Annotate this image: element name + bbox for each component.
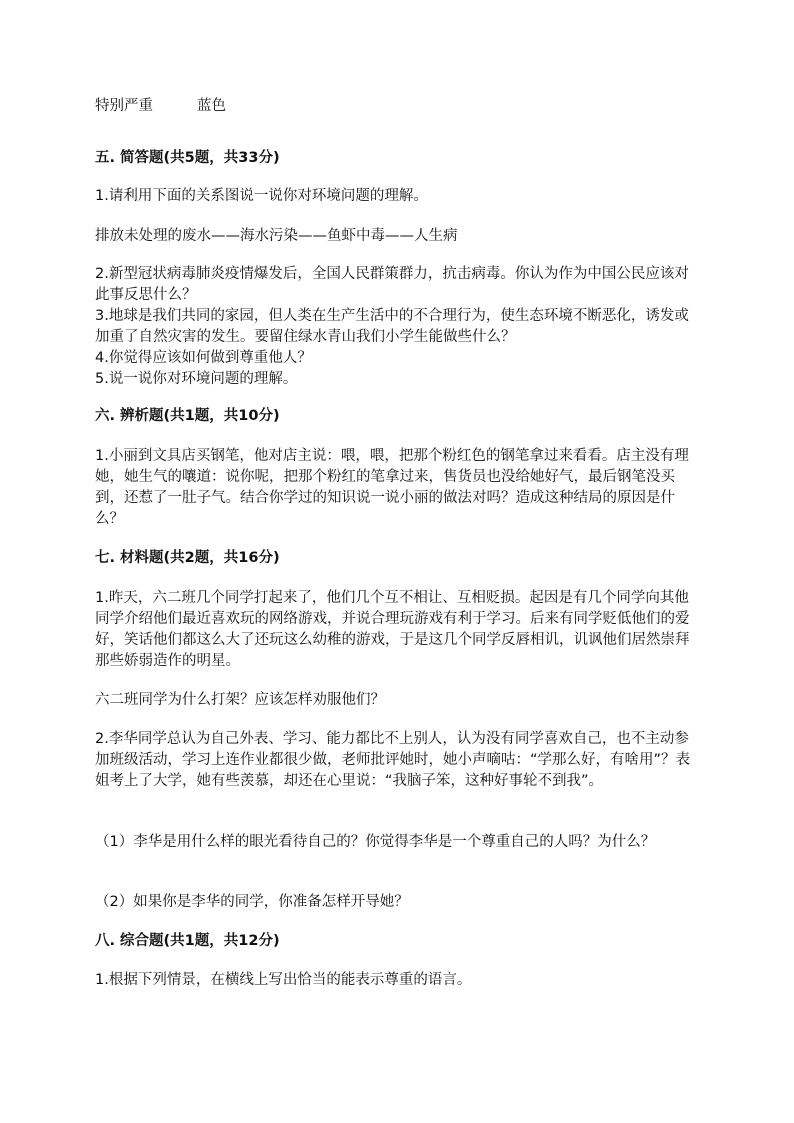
question-8-1: 1.根据下列情景，在横线上写出恰当的能表示尊重的语言。 xyxy=(95,972,472,988)
question-5-4: 4.你觉得应该如何做到尊重他人？ xyxy=(95,350,312,366)
question-7-1: 1.昨天，六二班几个同学打起来了，他们几个互不相让、互相贬损。起因是有几个同学向其他同学介绍他们最近喜欢玩的网络游戏，并说合理玩游戏有利于学习。后来有同学贬低他们的爱好，笑话他们都这么大了还玩这么幼稚的游戏，于是这几个同学反唇相讥，讥讽他们居然崇拜那些娇弱造作的明星。 xyxy=(95,590,690,669)
question-5-3: 3.地球是我们共同的家园，但人类在生产生活中的不合理行为，使生态环境不断恶化，诱发或加重了自然灾害的发生。要留住绿水青山我们小学生能做些什么？ xyxy=(95,308,689,345)
section-heading-8: 八. 综合题(共1题，共12分) xyxy=(95,933,280,949)
question-5-5: 5.说一说你对环境问题的理解。 xyxy=(95,371,298,387)
question-7-2-part-2: （2）如果你是李华的同学，你准备怎样开导她？ xyxy=(95,894,409,910)
question-6-1: 1.小丽到文具店买钢笔，他对店主说：喂，喂，把那个粉红色的钢笔拿过来看看。店主没有理她，她生气的嚷道：说你呢，把那个粉红的笔拿过来，售货员也没给她好气，最后钢笔没买到，还惹了一肚子气。结合你学过的知识说一说小丽的做法对吗？造成这种结局的原因是什么？ xyxy=(95,448,689,527)
section-heading-5: 五. 简答题(共5题，共33分) xyxy=(95,150,280,166)
question-7-2-part-1: （1）李华是用什么样的眼光看待自己的？你觉得李华是一个尊重自己的人吗？为什么？ xyxy=(95,834,656,850)
section-heading-6: 六. 辨析题(共1题，共10分) xyxy=(95,408,280,424)
answer-color: 蓝色 xyxy=(197,98,226,114)
question-7-2: 2.李华同学总认为自己外表、学习、能力都比不上别人，认为没有同学喜欢自己，也不主动参加班级活动，学习上连作业都很少做，老师批评她时，她小声嘀咕：“学那么好，有啥用”？表姐考上了大学，她有些羡慕，却还在心里说：“我脑子笨，这种好事轮不到我”。 xyxy=(95,731,691,789)
answer-row xyxy=(95,96,695,117)
question-5-1: 1.请利用下面的关系图说一说你对环境问题的理解。 xyxy=(95,188,428,204)
relation-chain: 排放未处理的废水——海水污染——鱼虾中毒——人生病 xyxy=(95,228,458,244)
question-5-2: 2.新型冠状病毒肺炎疫情爆发后，全国人民群策群力，抗击病毒。你认为作为中国公民应该对此事反思什么？ xyxy=(95,266,689,303)
question-7-1-ask: 六二班同学为什么打架？应该怎样劝服他们？ xyxy=(95,692,385,708)
section-heading-7: 七. 材料题(共2题，共16分) xyxy=(95,550,280,566)
answer-severity: 特别严重 xyxy=(95,98,153,114)
